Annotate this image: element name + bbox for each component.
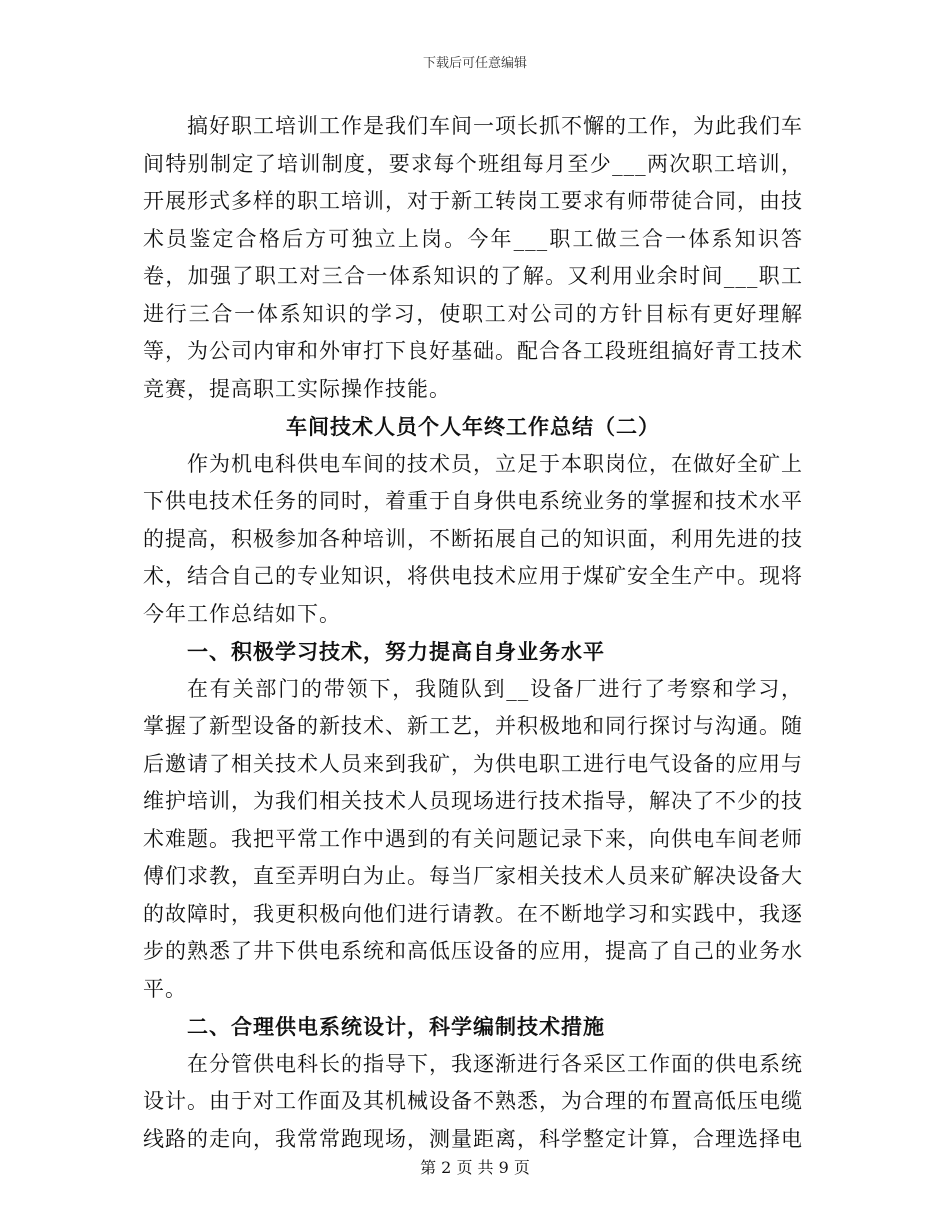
paragraph-intro: 作为机电科供电车间的技术员，立足于本职岗位，在做好全矿上下供电技术任务的同时，着重于自身供电系统业务的掌握和技术水平的提高，积极参加各种培训，不断拓展自己的知识面，利用先进的技术，结合自己的专业知识，将供电技术应用于煤矿安全生产中。现将今年工作总结如下。	[143, 451, 803, 626]
sub-heading-learning: 一、积极学习技术，努力提高自身业务水平	[187, 639, 605, 664]
document-body	[143, 108, 803, 1158]
paragraph-design: 在分管供电科长的指导下，我逐渐进行各采区工作面的供电系统设计。由于对工作面及其机械设备不熟悉，为合理的布置高低压电缆线路的走向，我常常跑现场，测量距离，科学整定计算，合理选择电	[143, 1051, 803, 1151]
paragraph-learning: 在有关部门的带领下，我随队到__设备厂进行了考察和学习，掌握了新型设备的新技术、新工艺，并积极地和同行探讨与沟通。随后邀请了相关技术人员来到我矿，为供电职工进行电气设备的应用与维护培训，为我们相关技术人员现场进行技术指导，解决了不少的技术难题。我把平常工作中遇到的有关问题记录下来，向供电车间老师傅们求教，直至弄明白为止。每当厂家相关技术人员来矿解决设备大的故障时，我更积极向他们进行请教。在不断地学习和实践中，我逐步的熟悉了井下供电系统和高低压设备的应用，提高了自己的业务水平。	[143, 676, 803, 1001]
paragraph-training: 搞好职工培训工作是我们车间一项长抓不懈的工作，为此我们车间特别制定了培训制度，要求每个班组每月至少___两次职工培训，开展形式多样的职工培训，对于新工转岗工要求有师带徒合同，由技术员鉴定合格后方可独立上岗。今年___职工做三合一体系知识答卷，加强了职工对三合一体系知识的了解。又利用业余时间___职工进行三合一体系知识的学习，使职工对公司的方针目标有更好理解等，为公司内审和外审打下良好基础。配合各工段班组搞好青工技术竞赛，提高职工实际操作技能。	[143, 114, 803, 401]
page-number: 第 2 页 共 9 页	[420, 1158, 530, 1177]
section-title: 车间技术人员个人年终工作总结（二）	[286, 414, 660, 439]
sub-heading-design: 二、合理供电系统设计，科学编制技术措施	[187, 1014, 605, 1039]
header-note: 下载后可任意编辑	[422, 56, 527, 71]
